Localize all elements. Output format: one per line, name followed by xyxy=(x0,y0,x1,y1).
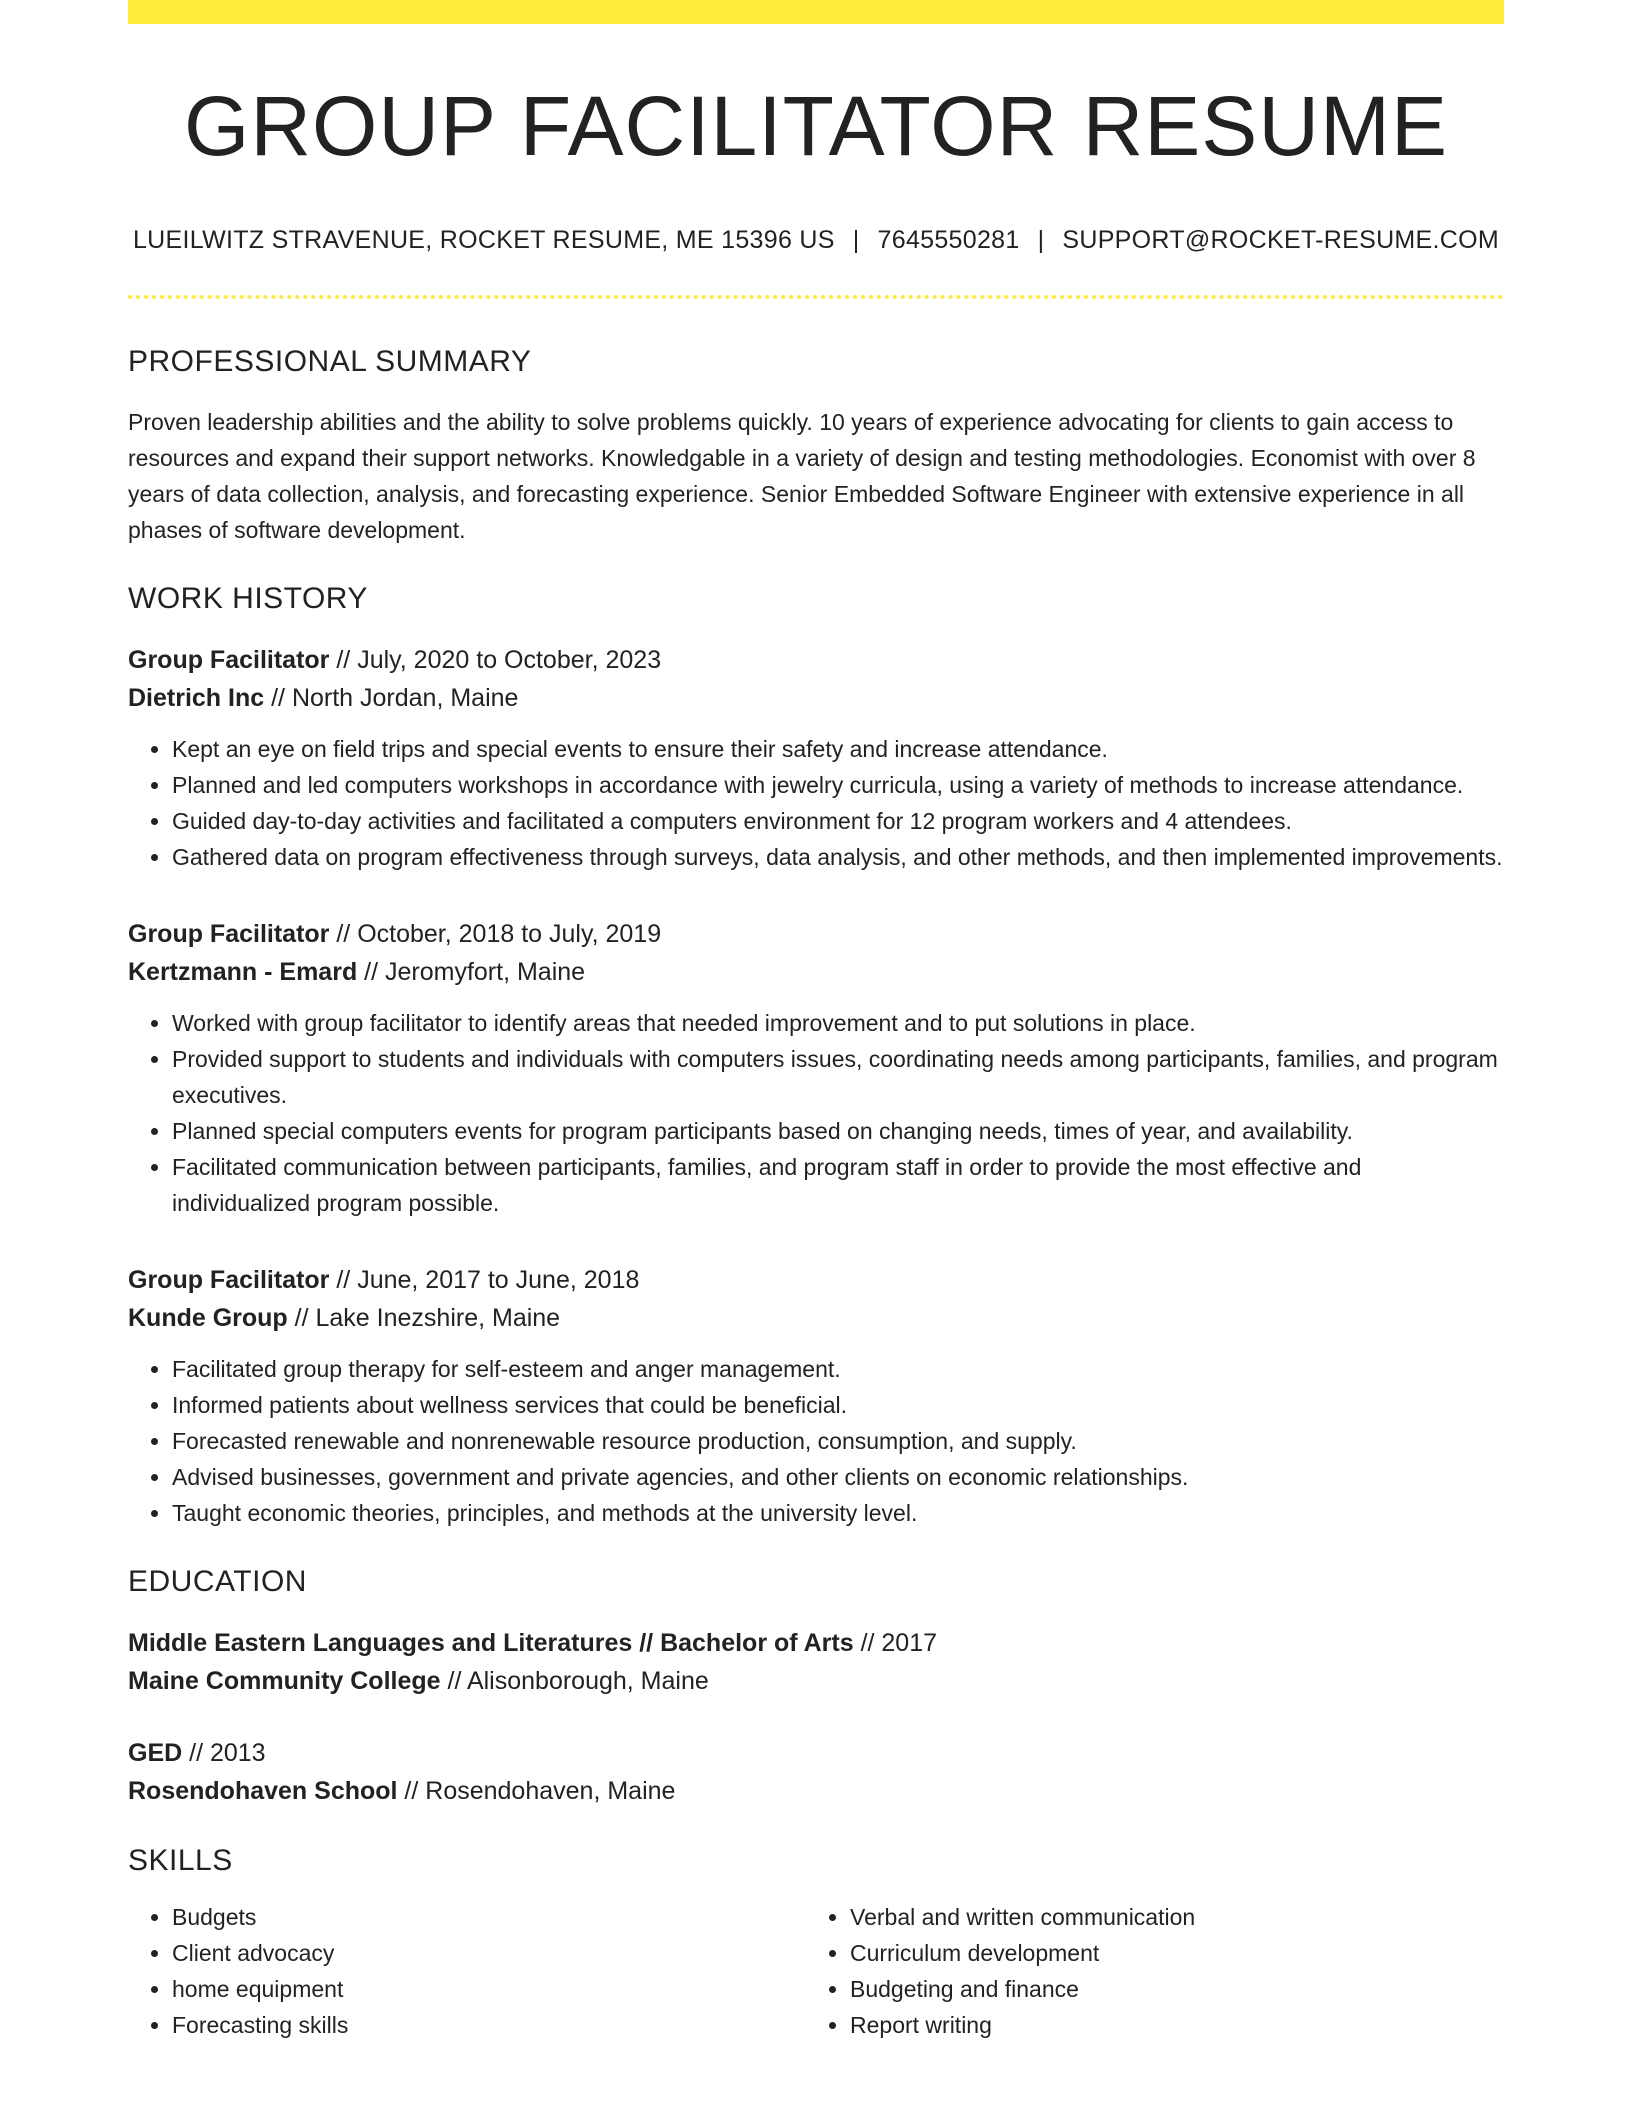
job-bullet: • Facilitated group therapy for self-esteem and anger management. xyxy=(172,1351,1504,1387)
skill-item: • Budgets xyxy=(172,1899,806,1935)
education-school-line xyxy=(128,1772,1504,1810)
job-title: Group Facilitator xyxy=(128,920,330,948)
contact-separator: | xyxy=(1037,226,1045,254)
summary-text: Proven leadership abilities and the ability to solve problems quickly. 10 years of experience advocating for clients to gain access to resources and expand their support networks. Knowledgable in a variety of design and testing methodologies. Economist with over 8 years of data collection, analysis, and forecasting experience. Senior Embedded Software Engineer with extensive experience in all phases of software development. xyxy=(128,409,1476,543)
work-history-heading: WORK HISTORY xyxy=(128,582,368,615)
education-school-line xyxy=(128,1662,1504,1700)
education-degree-line xyxy=(128,1734,1504,1772)
job-company: Kunde Group xyxy=(128,1304,288,1332)
job-dates: // June, 2017 to June, 2018 xyxy=(329,1266,640,1294)
skill-item: • home equipment xyxy=(172,1971,806,2007)
job-title: Group Facilitator xyxy=(128,1266,330,1294)
education-degree-line xyxy=(128,1624,1504,1662)
contact-address: LUEILWITZ STRAVENUE, ROCKET RESUME, ME 15396 US xyxy=(132,226,835,254)
job-company-line xyxy=(128,679,1504,717)
education-degree: GED xyxy=(128,1739,183,1767)
skills-column-right xyxy=(806,1899,1484,2043)
job-bullets xyxy=(128,731,1504,875)
job-entry xyxy=(128,1261,1504,1531)
job-bullet: • Guided day-to-day activities and facilitated a computers environment for 12 program workers and 4 attendees. xyxy=(172,803,1504,839)
job-bullet: • Kept an eye on field trips and special events to ensure their safety and increase attendance. xyxy=(172,731,1504,767)
skill-item: • Report writing xyxy=(850,2007,1484,2043)
job-company: Dietrich Inc xyxy=(128,684,265,712)
job-title-line xyxy=(128,915,1504,953)
summary-heading: PROFESSIONAL SUMMARY xyxy=(128,345,532,378)
education-school: Rosendohaven School xyxy=(128,1777,398,1805)
job-bullet: • Taught economic theories, principles, and methods at the university level. xyxy=(172,1495,1504,1531)
job-bullet: • Forecasted renewable and nonrenewable resource production, consumption, and supply. xyxy=(172,1423,1504,1459)
resume-page xyxy=(128,0,1504,2043)
job-bullet: • Gathered data on program effectiveness through surveys, data analysis, and other methods, and then implemented improvements. xyxy=(172,839,1504,875)
skills-grid xyxy=(128,1899,1504,2043)
job-location: // North Jordan, Maine xyxy=(264,684,519,712)
education-entry xyxy=(128,1734,1504,1810)
dotted-divider xyxy=(128,295,1504,299)
education-year: // 2017 xyxy=(853,1629,938,1657)
contact-separator: | xyxy=(852,226,860,254)
job-title-line xyxy=(128,1261,1504,1299)
job-bullet: • Informed patients about wellness services that could be beneficial. xyxy=(172,1387,1504,1423)
job-title-line xyxy=(128,641,1504,679)
skills-heading: SKILLS xyxy=(128,1844,233,1877)
job-bullet: • Planned special computers events for program participants based on changing needs, times of year, and availability. xyxy=(172,1113,1504,1149)
job-company: Kertzmann - Emard xyxy=(128,958,358,986)
job-location: // Jeromyfort, Maine xyxy=(357,958,586,986)
job-bullet: • Planned and led computers workshops in accordance with jewelry curricula, using a variety of methods to increase attendance. xyxy=(172,767,1504,803)
top-accent-bar xyxy=(128,0,1504,24)
education-entry xyxy=(128,1624,1504,1700)
contact-email: SUPPORT@ROCKET-RESUME.COM xyxy=(1062,226,1500,254)
education-school: Maine Community College xyxy=(128,1667,441,1695)
education-location: // Rosendohaven, Maine xyxy=(397,1777,676,1805)
skill-item: • Budgeting and finance xyxy=(850,1971,1484,2007)
resume-title: GROUP FACILITATOR RESUME xyxy=(184,79,1448,173)
job-bullets xyxy=(128,1005,1504,1221)
job-bullet: • Worked with group facilitator to identify areas that needed improvement and to put solutions in place. xyxy=(172,1005,1504,1041)
education-year: // 2013 xyxy=(182,1739,266,1767)
job-bullet: • Facilitated communication between participants, families, and program staff in order to provide the most effective and individualized program possible. xyxy=(172,1149,1504,1221)
skill-item: • Verbal and written communication xyxy=(850,1899,1484,1935)
contact-phone: 7645550281 xyxy=(877,226,1020,254)
job-company-line xyxy=(128,953,1504,991)
job-bullet: • Advised businesses, government and private agencies, and other clients on economic relationships. xyxy=(172,1459,1504,1495)
job-dates: // October, 2018 to July, 2019 xyxy=(329,920,662,948)
job-location: // Lake Inezshire, Maine xyxy=(287,1304,561,1332)
education-location: // Alisonborough, Maine xyxy=(440,1667,709,1695)
education-heading: EDUCATION xyxy=(128,1565,307,1598)
job-company-line xyxy=(128,1299,1504,1337)
job-bullet: • Provided support to students and individuals with computers issues, coordinating needs among participants, families, and program executives. xyxy=(172,1041,1504,1113)
job-entry xyxy=(128,915,1504,1221)
job-dates: // July, 2020 to October, 2023 xyxy=(329,646,662,674)
education-degree: Middle Eastern Languages and Literatures // Bachelor of Arts xyxy=(128,1629,854,1657)
job-bullets xyxy=(128,1351,1504,1531)
skill-item: • Client advocacy xyxy=(172,1935,806,1971)
job-entry xyxy=(128,641,1504,875)
job-title: Group Facilitator xyxy=(128,646,330,674)
skill-item: • Forecasting skills xyxy=(172,2007,806,2043)
skill-item: • Curriculum development xyxy=(850,1935,1484,1971)
skills-column-left xyxy=(128,1899,806,2043)
contact-line xyxy=(128,226,1504,255)
